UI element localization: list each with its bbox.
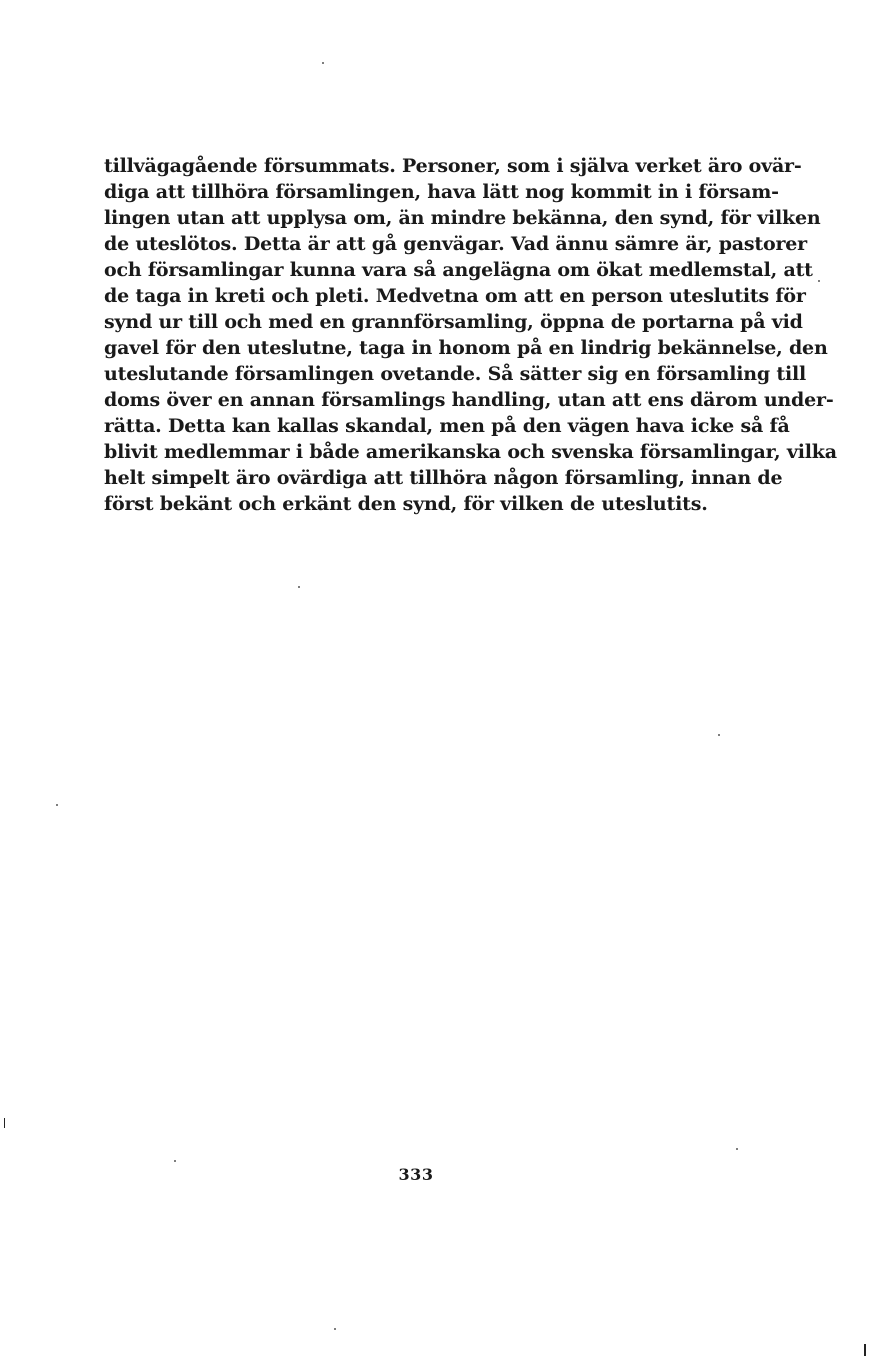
paragraph-line-14: först bekänt och erkänt den synd, för vilken de uteslutits. [104, 493, 708, 515]
paragraph-line-9: uteslutande församlingen ovetande. Så sätter sig en församling till [104, 363, 807, 385]
scan-speck [334, 1328, 336, 1330]
paragraph-line-4: de uteslötos. Detta är att gå genvägar. Vad ännu sämre är, pastorer [104, 233, 807, 255]
scan-speck [298, 586, 300, 588]
paragraph-line-6: de taga in kreti och pleti. Medvetna om att en person uteslutits för [104, 285, 806, 307]
scan-speck [718, 734, 720, 736]
paragraph-line-10: doms över en annan församlings handling, utan att ens därom under- [104, 389, 834, 411]
scan-speck [174, 1160, 176, 1162]
paragraph-line-1: tillvägagående försummats. Personer, som i själva verket äro ovär- [104, 155, 802, 177]
paragraph-line-8: gavel för den uteslutne, taga in honom på en lindrig bekännelse, den [104, 337, 828, 359]
scan-speck [322, 62, 324, 64]
scan-edge-mark [864, 1344, 866, 1356]
paragraph-line-11: rätta. Detta kan kallas skandal, men på den vägen hava icke så få [104, 415, 790, 437]
paragraph-line-12: blivit medlemmar i både amerikanska och svenska församlingar, vilka [104, 441, 837, 463]
paragraph-line-5: och församlingar kunna vara så angelägna om ökat medlemstal, att [104, 259, 813, 281]
paragraph-line-7: synd ur till och med en grannförsamling, öppna de portarna på vid [104, 311, 803, 333]
paragraph-line-13: helt simpelt äro ovärdiga att tillhöra någon församling, innan de [104, 467, 783, 489]
paragraph-line-2: diga att tillhöra församlingen, hava lätt nog kommit in i försam- [104, 181, 779, 203]
scan-speck [56, 804, 58, 806]
body-paragraph [104, 153, 837, 517]
scan-edge-mark [4, 1118, 5, 1128]
paragraph-line-3: lingen utan att upplysa om, än mindre bekänna, den synd, för vilken [104, 207, 821, 229]
scan-speck [818, 280, 820, 282]
page-number: 333 [398, 1165, 434, 1184]
scan-speck [736, 1148, 738, 1150]
